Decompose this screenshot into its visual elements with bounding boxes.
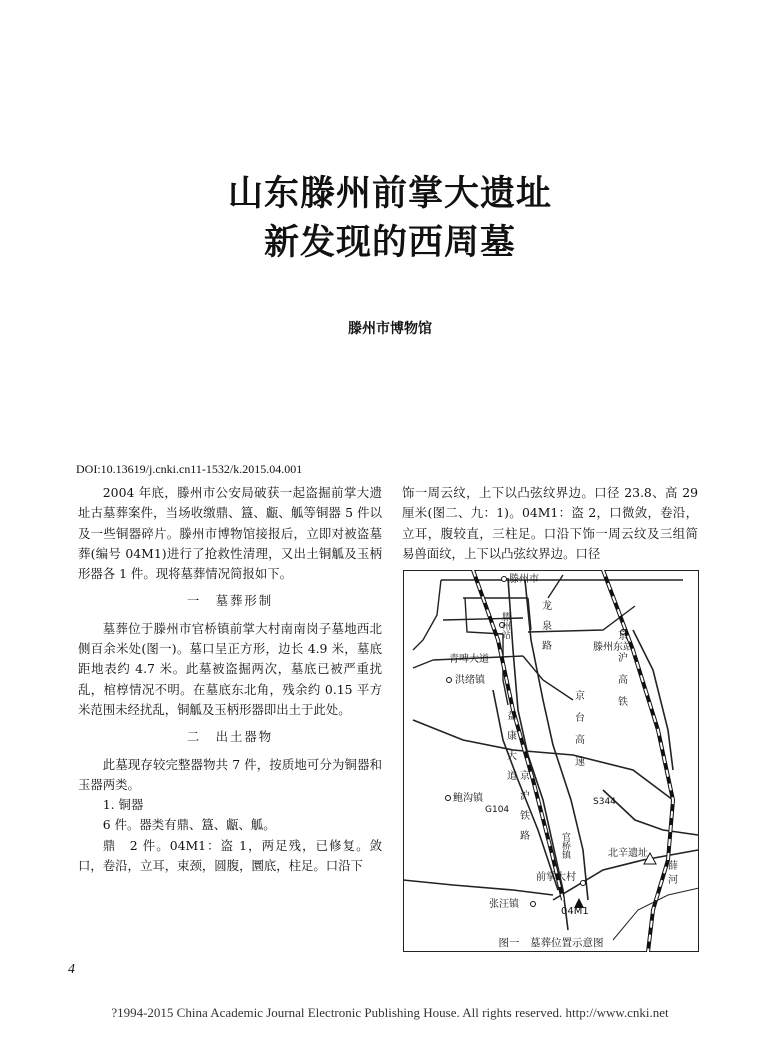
marker-zhangwang: [531, 902, 536, 907]
map-caption: 图一 墓葬位置示意图: [498, 937, 604, 949]
label-jinghu-hsr: 京沪高铁: [615, 630, 627, 718]
subheading-bronzes: 1. 铜器: [102, 797, 144, 813]
label-longquan-road: 龙泉路: [539, 600, 551, 660]
marker-hongxu: [447, 678, 452, 683]
label-tengzhou-city: 滕州市: [509, 574, 539, 585]
tomb-form-paragraph: 墓葬位于滕州市官桥镇前掌大村南南岗子墓地西北侧百余米处(图一)。墓口呈正方形，边长 4.9 米，墓底距地表约 4.7 米。此墓被盗掘两次，墓底已被严重扰乱，棺椁情况不明。在墓底东北角，残余约 0.15 平方米范围未经扰乱，铜觚及玉柄形器即出土于此处。: [78, 620, 382, 717]
label-zhangwang: 张汪镇: [489, 899, 519, 910]
label-jinghu-rail: 京沪铁路: [517, 770, 529, 850]
page-number: 4: [68, 962, 75, 977]
left-column: [78, 483, 382, 876]
label-s344: S344: [593, 797, 616, 807]
marker-tengzhou-city: [502, 577, 507, 582]
label-guanqiao: 官桥镇: [560, 832, 570, 859]
marker-qianzhangda: [581, 881, 586, 886]
intro-paragraph: 2004 年底，滕州市公安局破获一起盗掘前掌大遗址古墓葬案件，当场收缴鼎、簋、甗、觚等铜器 5 件以及一些铜器碎片。滕州市博物馆接报后，立即对被盗墓葬(编号 04M1)进行了抢救性清理，又出土铜觚及玉柄形器各 1 件。现将墓葬情况简报如下。: [78, 485, 382, 582]
ding-continued-paragraph: 饰一周云纹，上下以凸弦纹界边。口径 23.8、高 29 厘米(图二、九：1)。04M1：盗 2，口微敛，卷沿，立耳，腹较直，三柱足。口沿下饰一周云纹及三组简易兽面纹，上下以凸弦纹界边。口径: [402, 485, 698, 561]
location-map: [403, 570, 699, 952]
label-tengzhou-east-station: 滕州东站: [593, 642, 633, 653]
label-jingtai-hwy: 京台高速: [572, 690, 584, 778]
article-title-line1: 山东滕州前掌大遗址: [227, 174, 552, 214]
ding-paragraph: 鼎 2 件。04M1：盗 1，两足残，已修复。敛口，卷沿，立耳，束颈，圆腹，圜底，柱足。口沿下: [78, 837, 382, 874]
artifacts-paragraph: 此墓现存较完整器物共 7 件，按质地可分为铜器和玉器两类。: [78, 756, 382, 792]
label-g104: G104: [485, 805, 510, 815]
right-column: [402, 483, 698, 564]
label-tomb: 04M1: [561, 906, 589, 917]
bronzes-paragraph: 6 件。器类有鼎、簋、甗、觚。: [102, 817, 276, 833]
footer-copyright: ?1994-2015 China Academic Journal Electronic Publishing House. All rights reserved. http://www.cnki.net: [111, 1005, 669, 1020]
label-qianzhangda: 前掌大村: [536, 872, 576, 883]
label-beixin-site: 北辛遗址: [608, 848, 648, 859]
label-hongxu: 洪绪镇: [455, 675, 485, 686]
section-heading-tomb-form: 一 墓葬形制: [186, 593, 274, 609]
label-baogou: 鲍沟镇: [453, 793, 483, 804]
doi[interactable]: DOI:10.13619/j.cnki.cn11-1532/k.2015.04.001: [76, 462, 303, 476]
label-qingpi-road: 青啤大道: [449, 654, 489, 665]
author: 滕州市博物馆: [348, 321, 432, 337]
label-tengzhou-station: 滕州站: [500, 612, 510, 639]
article-title-line2: 新发现的西周墓: [263, 223, 516, 263]
label-yikang-avenue: 益康大道: [504, 710, 516, 790]
label-xue-river: 薛河: [665, 860, 677, 888]
marker-baogou: [446, 796, 451, 801]
section-heading-artifacts: 二 出土器物: [186, 729, 274, 745]
